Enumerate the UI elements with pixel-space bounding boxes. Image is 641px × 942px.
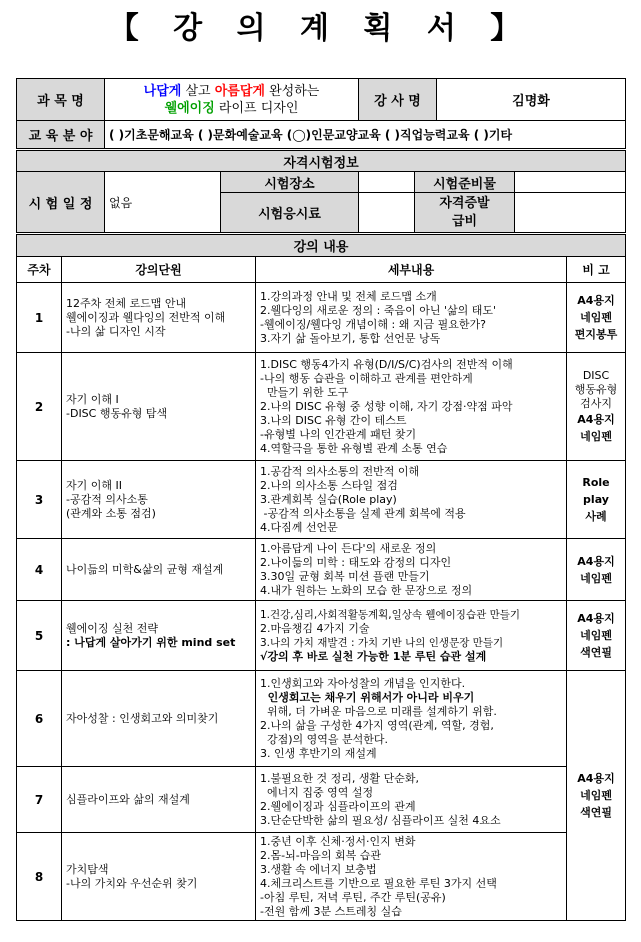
remark-line: 색연필	[580, 646, 612, 659]
remark-cell	[567, 539, 626, 601]
detail-line: -아침 루틴, 저녁 루틴, 주간 루틴(공유)	[260, 890, 446, 904]
detail-line: 2.웰다잉의 새로운 정의 : 죽음이 아닌 '삶의 태도'	[260, 303, 496, 317]
cert-fee-value	[515, 193, 626, 233]
exam-prep-value	[515, 172, 626, 193]
week-number: 5	[17, 601, 62, 671]
detail-line: 2.나의 삶을 구성한 4가지 영역(관계, 역할, 경험,	[260, 718, 494, 732]
unit-line: -공감적 의사소통	[66, 492, 148, 506]
detail-line: 1.아름답게 나이 든다'의 새로운 정의	[260, 541, 437, 555]
detail-line: √강의 후 바로 실천 가능한 1분 루틴 습관 설계	[260, 649, 487, 663]
table-row	[17, 671, 626, 767]
detail-line: -유형별 나의 인간관계 패턴 찾기	[260, 427, 417, 441]
table-row	[17, 601, 626, 671]
detail-line: 4.다짐께 선언문	[260, 520, 338, 534]
course-section-title: 강의 내용	[17, 235, 626, 257]
unit-cell	[62, 601, 256, 671]
exam-fee-value	[359, 193, 415, 233]
unit-line: 자아성찰 : 인생회고와 의미찾기	[66, 711, 219, 725]
details-cell	[256, 283, 567, 353]
detail-line: 3.나의 DISC 유형 간이 테스트	[260, 413, 407, 427]
remark-line: A4용지	[577, 772, 615, 785]
detail-line: 1.불필요한 것 정리, 생활 단순화,	[260, 771, 419, 785]
unit-cell	[62, 353, 256, 461]
remark-line: A4용지	[577, 612, 615, 625]
remark-cell	[567, 461, 626, 539]
unit-line: 심플라이프와 삶의 재설계	[66, 792, 190, 806]
remark-line: 네임펜	[580, 571, 612, 585]
remark-cell	[567, 601, 626, 671]
remark-line: 행동유형	[574, 382, 618, 396]
exam-place-value	[359, 172, 415, 193]
unit-line: -DISC 행동유형 탐색	[66, 406, 168, 420]
detail-line: 인생회고는 채우기 위해서가 아니라 비우기	[260, 690, 475, 704]
detail-line: 3.자기 삶 돌아보기, 통합 선언문 낭독	[260, 331, 441, 345]
exam-section-title: 자격시험정보	[17, 151, 626, 172]
details-cell	[256, 767, 567, 833]
exam-fee-label: 시험응시료	[221, 193, 359, 233]
detail-line: 2.웰에이징과 심플라이프의 관계	[260, 799, 416, 813]
subject-label: 과 목 명	[17, 79, 105, 121]
subject-word-areumdapge: 아름답게	[214, 83, 265, 99]
detail-line: 위해, 더 가벼운 마음으로 미래를 설계하기 위함.	[260, 704, 497, 718]
remark-line: Role play	[582, 476, 610, 506]
exam-table	[16, 150, 626, 233]
detail-line: -공감적 의사소통을 실제 관계 회복에 적용	[260, 506, 466, 520]
detail-line: 만들기 위한 도구	[260, 385, 349, 399]
unit-cell	[62, 767, 256, 833]
remark-line: 사례	[585, 510, 607, 523]
unit-line: 자기 이해 II	[66, 478, 122, 492]
header-remark: 비 고	[567, 257, 626, 283]
subject-text-2: 완성하는	[264, 83, 320, 99]
detail-line: 4.체크리스트를 기반으로 필요한 루틴 3가지 선택	[260, 876, 497, 890]
field-options: ( )기초문해교육 ( )문화예술교육 (◯)인문교양교육 ( )직업능력교육 ( )기타	[105, 121, 626, 149]
remark-line: 네임펜	[580, 311, 612, 324]
week-number: 2	[17, 353, 62, 461]
cert-fee-label-line1: 자격증발	[439, 195, 490, 211]
remark-line: A4용지	[577, 412, 615, 426]
unit-line: 웰에이징 실천 전략	[66, 621, 159, 635]
unit-line: -나의 삶 디자인 시작	[66, 324, 166, 338]
subject-text-1: 살고	[181, 83, 215, 99]
remark-line: 네임펜	[580, 789, 612, 802]
unit-cell	[62, 461, 256, 539]
detail-line: 3. 인생 후반기의 재설계	[260, 746, 377, 760]
detail-line: 1.강의과정 안내 및 전체 로드맵 소개	[260, 289, 437, 303]
instructor-name: 김명화	[437, 79, 626, 121]
unit-cell	[62, 283, 256, 353]
details-cell	[256, 539, 567, 601]
table-row	[17, 539, 626, 601]
details-cell	[256, 353, 567, 461]
detail-line: 1.인생회고와 자아성찰의 개념을 인지한다.	[260, 676, 466, 690]
details-cell	[256, 833, 567, 921]
exam-date-value: 없음	[105, 172, 221, 233]
detail-line: 3.생활 속 에너지 보충법	[260, 862, 377, 876]
header-details: 세부내용	[256, 257, 567, 283]
detail-line: 2.나이듦의 미학 : 태도와 감정의 디자인	[260, 555, 452, 569]
detail-line: 1.DISC 행동4가지 유형(D/I/S/C)검사의 전반적 이해	[260, 357, 513, 371]
detail-line: 강점)의 영역을 분석한다.	[260, 732, 389, 746]
subject-text-3: 라이프 디자인	[214, 100, 299, 116]
table-row	[17, 353, 626, 461]
unit-line: 12주차 전체 로드맵 안내	[66, 296, 187, 310]
remark-line: 편지봉투	[574, 328, 618, 341]
detail-line: -전원 함께 3분 스트레칭 실습	[260, 904, 402, 918]
remark-cell	[567, 671, 626, 921]
unit-line: (관계와 소통 점검)	[66, 506, 156, 520]
unit-line: -나의 가치와 우선순위 찾기	[66, 876, 198, 890]
subject-word-wellaging: 웰에이징	[164, 100, 215, 116]
remark-line: DISC	[582, 368, 610, 382]
remark-cell	[567, 283, 626, 353]
remark-line: 검사지	[580, 396, 612, 410]
header-unit: 강의단원	[62, 257, 256, 283]
unit-line: 가치탐색	[66, 862, 109, 876]
header-week: 주차	[17, 257, 62, 283]
unit-cell	[62, 539, 256, 601]
unit-line: 자기 이해 I	[66, 392, 119, 406]
field-label: 교 육 분 야	[17, 121, 105, 149]
week-number: 4	[17, 539, 62, 601]
subject-value	[105, 79, 359, 121]
week-number: 7	[17, 767, 62, 833]
details-cell	[256, 461, 567, 539]
instructor-label: 강 사 명	[359, 79, 437, 121]
exam-date-label: 시 험 일 정	[17, 172, 105, 233]
remark-line: 색연필	[580, 806, 612, 819]
lecture-plan-page	[0, 8, 641, 942]
week-number: 6	[17, 671, 62, 767]
header-table	[16, 78, 626, 149]
detail-line: 2.마음챙김 4가지 기술	[260, 621, 370, 635]
detail-line: 3.나의 가치 재발견 : 가치 기반 나의 인생문장 만들기	[260, 636, 504, 649]
detail-line: 2.몸-뇌-마음의 회복 습관	[260, 848, 382, 862]
detail-line: 4.역할극을 통한 유형별 관계 소통 연습	[260, 441, 448, 455]
table-row	[17, 283, 626, 353]
detail-line: 1.공감적 의사소통의 전반적 이해	[260, 464, 420, 478]
week-number: 1	[17, 283, 62, 353]
detail-line: 에너지 집중 영역 설정	[260, 785, 374, 799]
week-number: 3	[17, 461, 62, 539]
unit-line: : 나답게 살아가기 위한 mind set	[66, 635, 236, 649]
course-table	[16, 234, 626, 921]
unit-cell	[62, 671, 256, 767]
unit-cell	[62, 833, 256, 921]
table-row	[17, 767, 626, 833]
detail-line: 1.건강,심리,사회적활동계획,일상속 웰에이징습관 만들기	[260, 608, 520, 621]
table-row	[17, 833, 626, 921]
detail-line: 3.30일 균형 회복 미션 플랜 만들기	[260, 569, 430, 583]
cert-fee-label-line2: 급비	[451, 213, 478, 229]
detail-line: 2.나의 DISC 유형 중 성향 이해, 자기 강점·약점 파악	[260, 399, 513, 413]
details-cell	[256, 671, 567, 767]
week-number: 8	[17, 833, 62, 921]
exam-place-label: 시험장소	[221, 172, 359, 193]
remark-line: A4용지	[577, 554, 615, 568]
unit-line: 웰에이징과 웰다잉의 전반적 이해	[66, 310, 226, 324]
remark-line: 네임펜	[580, 629, 612, 642]
detail-line: 4.내가 원하는 노화의 모습 한 문장으로 정의	[260, 583, 473, 597]
detail-line: 3.관계회복 실습(Role play)	[260, 492, 397, 506]
table-row	[17, 461, 626, 539]
details-cell	[256, 601, 567, 671]
exam-prep-label: 시험준비물	[415, 172, 515, 193]
detail-line: -나의 행동 습관을 이해하고 관계를 편안하게	[260, 371, 473, 385]
remark-line: 네임펜	[580, 429, 612, 443]
remark-cell	[567, 353, 626, 461]
remark-line: A4용지	[577, 294, 615, 307]
detail-line: 3.단순단박한 삶의 필요성/ 심플라이프 실천 4요소	[260, 813, 501, 827]
detail-line: 2.나의 의사소통 스타일 점검	[260, 478, 398, 492]
page-title: 【 강 의 계 획 서 】	[108, 11, 533, 46]
unit-line: 나이듦의 미학&삶의 균형 재설계	[66, 562, 224, 576]
detail-line: 1.중년 이후 신체·정서·인지 변화	[260, 834, 416, 848]
subject-word-nadapge: 나답게	[143, 83, 182, 99]
cert-fee-label	[415, 193, 515, 233]
detail-line: -웰에이징/웰다잉 개념이해 : 왜 지금 필요한가?	[260, 317, 486, 331]
